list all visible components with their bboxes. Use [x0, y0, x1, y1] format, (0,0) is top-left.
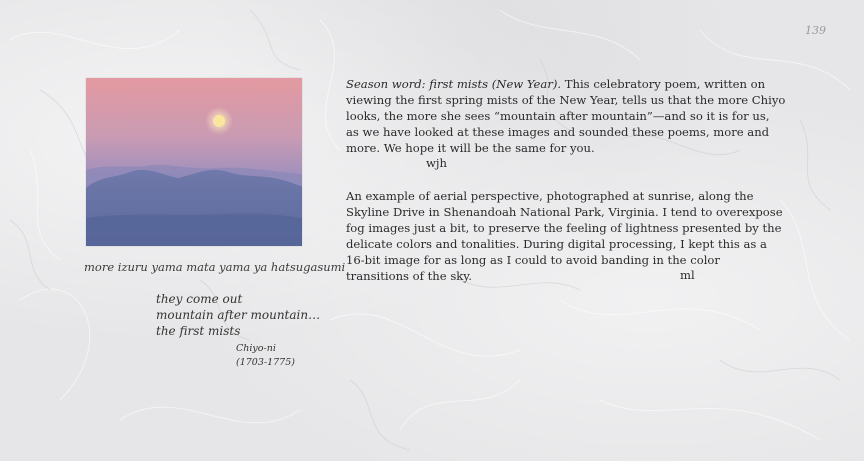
- author-name: Chiyo-ni: [236, 343, 276, 354]
- commentary-initials: wjh: [426, 156, 447, 170]
- poem-line: they come out: [156, 292, 243, 306]
- photo-note-paragraph: [346, 188, 786, 284]
- commentary-text: This celebratory poem, written on viewing the first spring mists of the New Year, tells us that the more Chiyo looks, the more she sees “mountain after mountain”—and so it is for us, as we have looked at these images and sounded these poems, more and more. We hope it will be the same for you.: [346, 77, 786, 155]
- commentary-paragraph: [346, 76, 786, 156]
- poem-attribution: [236, 342, 295, 370]
- season-word: Season word: first mists (New Year).: [346, 77, 562, 91]
- author-dates: (1703-1775): [236, 357, 295, 368]
- poem-translation: [156, 291, 320, 339]
- photo-note-text: An example of aerial perspective, photographed at sunrise, along the Skyline Drive in Shenandoah National Park, Virginia. I tend to overexpose fog images just a bit, to preserve the feeling of lightness presented by the delicate colors and tonalities. During digital processing, I kept this as a 16-bit image for as long as I could to avoid banding in the color transitions of the sky.: [346, 189, 783, 283]
- poem-line: the first mists: [156, 324, 241, 338]
- poem-line: mountain after mountain…: [156, 308, 321, 322]
- photo-note-initials: ml: [680, 268, 695, 282]
- sun-icon: [213, 115, 225, 127]
- page-number: 139: [805, 24, 826, 37]
- sunrise-mountains-photo: [86, 78, 302, 246]
- poem-romaji: more izuru yama mata yama ya hatsugasumi: [84, 260, 346, 274]
